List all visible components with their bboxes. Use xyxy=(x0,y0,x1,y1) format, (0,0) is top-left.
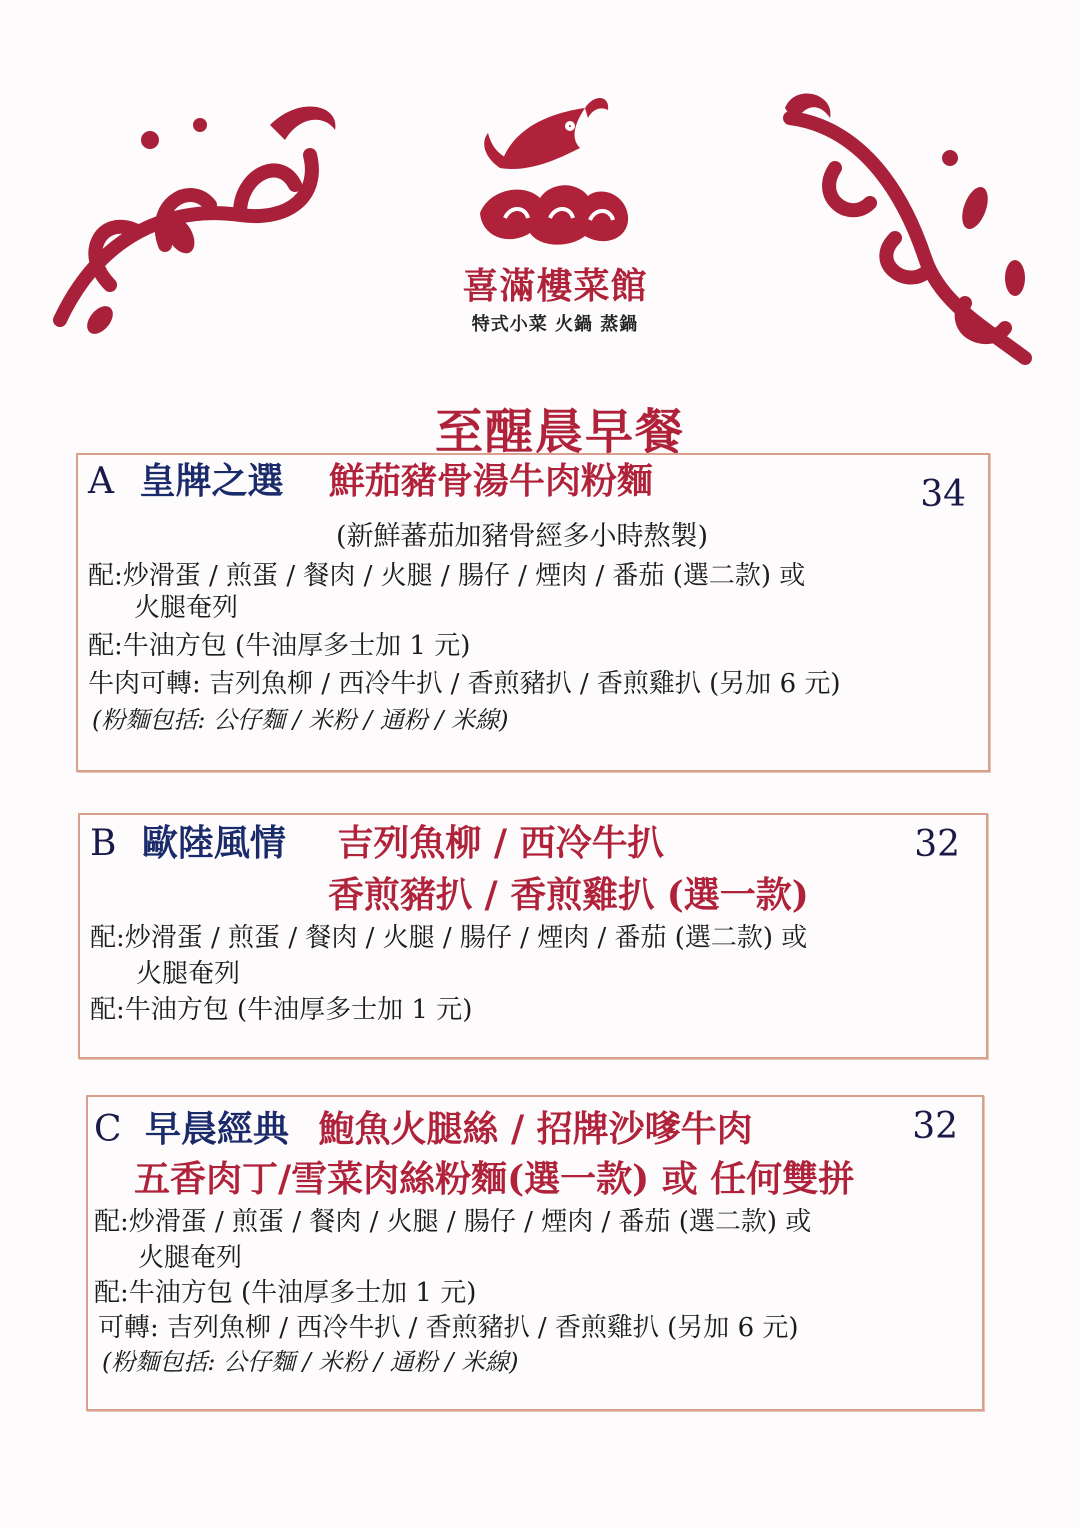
set-upgrade: 可轉: 吉列魚柳 / 西冷牛扒 / 香煎豬扒 / 香煎雞扒 (另加 6 元) xyxy=(98,1313,799,1343)
menu-set-b xyxy=(78,813,988,1059)
set-dish: 吉列魚柳 / 西冷牛扒 xyxy=(337,822,664,864)
set-sides-cont: 火腿奄列 xyxy=(134,593,239,623)
set-noodle-options: (粉麵包括: 公仔麵 / 米粉 / 通粉 / 米線) xyxy=(102,1348,519,1376)
set-sides-cont: 火腿奄列 xyxy=(138,1243,243,1273)
set-code: C xyxy=(94,1109,122,1150)
set-dish: 鮑魚火腿絲 / 招牌沙嗲牛肉 xyxy=(318,1108,753,1150)
set-series: 皇牌之選 xyxy=(139,460,284,502)
set-sides: 配:炒滑蛋 / 煎蛋 / 餐肉 / 火腿 / 腸仔 / 煙肉 / 番茄 (選二款) 或 xyxy=(90,923,808,953)
set-noodle-options: (粉麵包括: 公仔麵 / 米粉 / 通粉 / 米線) xyxy=(92,706,509,734)
menu-set-c xyxy=(86,1095,984,1411)
set-c-header xyxy=(94,1108,753,1150)
set-series: 早晨經典 xyxy=(145,1108,290,1150)
set-bread: 配:牛油方包 (牛油厚多士加 1 元) xyxy=(88,631,471,661)
restaurant-logo xyxy=(470,88,640,253)
set-sides-cont: 火腿奄列 xyxy=(136,959,241,989)
set-dish: 鮮茄豬骨湯牛肉粉麵 xyxy=(328,460,653,502)
set-code: B xyxy=(90,823,117,864)
restaurant-name: 喜滿樓菜館 xyxy=(462,265,648,307)
set-a-header xyxy=(88,460,653,502)
restaurant-subtitle: 特式小菜 火鍋 蒸鍋 xyxy=(471,314,639,335)
set-sides: 配:炒滑蛋 / 煎蛋 / 餐肉 / 火腿 / 腸仔 / 煙肉 / 番茄 (選二款) 或 xyxy=(88,561,806,591)
set-price: 34 xyxy=(920,474,966,515)
set-price: 32 xyxy=(914,824,960,865)
set-series: 歐陸風情 xyxy=(141,822,286,864)
menu-set-a xyxy=(76,453,990,772)
set-bread: 配:牛油方包 (牛油厚多士加 1 元) xyxy=(90,995,473,1025)
set-price: 32 xyxy=(912,1106,958,1147)
set-dish-line2: 香煎豬扒 / 香煎雞扒 (選一款) xyxy=(328,874,809,916)
menu-title: 至醒晨早餐 xyxy=(434,404,685,460)
set-note: (新鮮蕃茄加豬骨經多小時熬製) xyxy=(336,521,709,552)
set-bread: 配:牛油方包 (牛油厚多士加 1 元) xyxy=(94,1278,477,1308)
set-dish-line2: 五香肉丁/雪菜肉絲粉麵(選一款) 或 任何雙拼 xyxy=(134,1158,855,1200)
set-upgrade: 牛肉可轉: 吉列魚柳 / 西冷牛扒 / 香煎豬扒 / 香煎雞扒 (另加 6 元) xyxy=(88,669,841,699)
corner-ornament-right xyxy=(775,88,1040,373)
corner-ornament-left xyxy=(40,85,340,335)
set-code: A xyxy=(88,461,114,502)
set-sides: 配:炒滑蛋 / 煎蛋 / 餐肉 / 火腿 / 腸仔 / 煙肉 / 番茄 (選二款) 或 xyxy=(94,1207,812,1237)
set-b-header xyxy=(90,822,664,864)
